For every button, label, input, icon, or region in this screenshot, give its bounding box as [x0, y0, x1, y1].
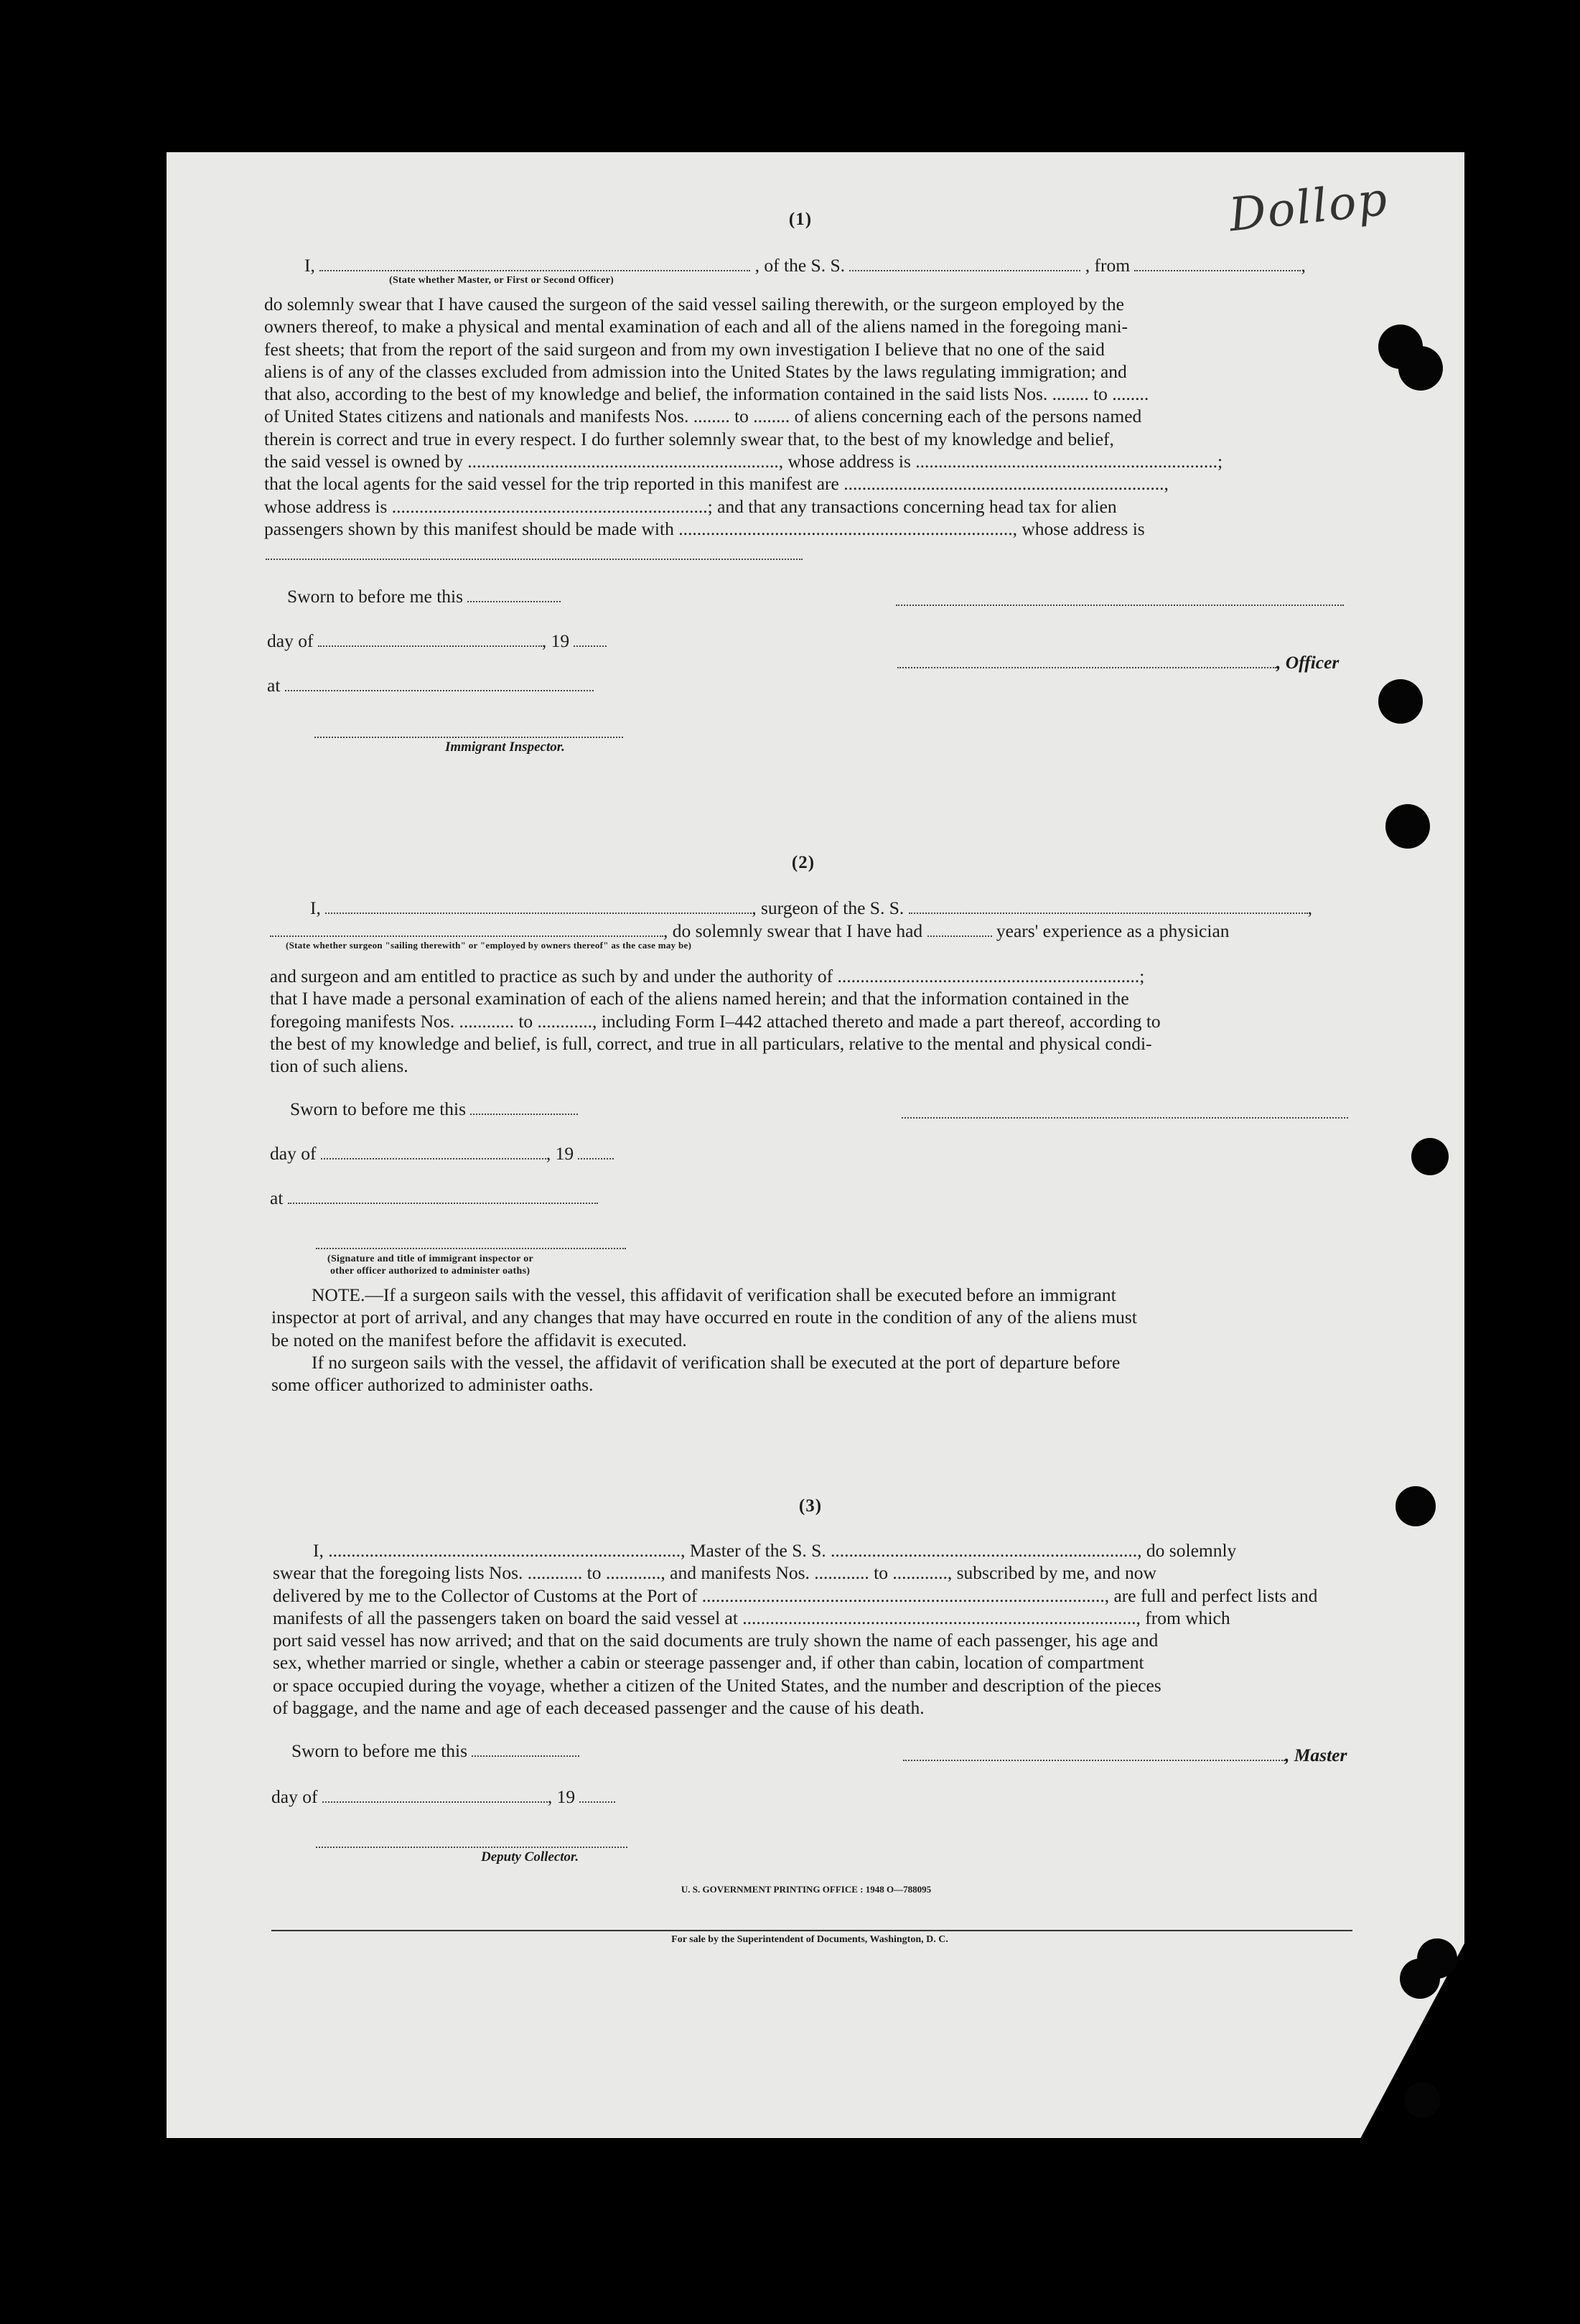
vessel-name-field[interactable]: [849, 256, 1080, 271]
para-line: that also, according to the best of my knowledge and belief, the information contained in the said lists Nos. ........ to ........: [264, 383, 1149, 405]
para-line: of baggage, and the name and age of each deceased passenger and the cause of his death.: [273, 1697, 925, 1719]
day-of-text-3: day of: [271, 1786, 318, 1807]
para-line: owners thereof, to make a physical and mental examination of each and all of the aliens named in the foregoing mani-: [264, 316, 1128, 337]
section-3-paragraph: [273, 1539, 1352, 1719]
month-field-2[interactable]: [321, 1144, 546, 1159]
signature-hint-2: other officer authorized to administer oaths): [330, 1266, 530, 1277]
handwritten-note: Dollop: [1226, 172, 1391, 243]
punch-hole: [1400, 1959, 1440, 1999]
section-2-line-2: [270, 920, 1230, 942]
day-of-text: day of: [267, 630, 314, 651]
section-1-number: (1): [788, 210, 813, 229]
signature-hint-1: (Signature and title of immigrant inspector or: [327, 1254, 534, 1264]
month-field[interactable]: [318, 631, 542, 647]
para-line: sex, whether married or single, whether a cabin or steerage passenger and, if other than cabin, location of compartment: [273, 1652, 1144, 1674]
para-line: manifests of all the passengers taken on board the said vessel at ......................................................................................, from which: [273, 1607, 1230, 1628]
section-2-i: I,: [310, 897, 321, 918]
surgeon-name-field[interactable]: [325, 898, 752, 914]
sworn-text-2: Sworn to before me this: [290, 1098, 467, 1119]
para-line: of United States citizens and nationals and manifests Nos. ........ to ........ of aliens concerning each of the persons named: [264, 406, 1142, 427]
from-port-field[interactable]: [1134, 256, 1301, 271]
inspector-signature-line[interactable]: [314, 737, 623, 738]
note-line: some officer authorized to administer oaths.: [271, 1374, 594, 1396]
year-field[interactable]: [574, 631, 607, 647]
section-1-comma: ,: [1301, 255, 1306, 276]
sworn-text: Sworn to before me this: [287, 586, 464, 607]
surgeon-status-field[interactable]: [270, 921, 663, 937]
para-line: I, ............................................................................., Master of the S. S. ..................................................................., do solemnly: [313, 1540, 1237, 1561]
para-line: whose address is .....................................................................; and that any transactions concerning head tax for alien: [264, 495, 1117, 517]
day-of-line-3: [271, 1786, 615, 1808]
at-place-field[interactable]: [285, 676, 594, 691]
master-signature-line: [903, 1745, 1347, 1766]
section-3-number: (3): [798, 1496, 823, 1516]
para-line: tion of such aliens.: [270, 1055, 408, 1077]
address-line[interactable]: [266, 559, 803, 560]
master-label: , Master: [1285, 1745, 1347, 1765]
para-line: delivered by me to the Collector of Customs at the Port of ........................................................................................, are full and perfect lists and: [273, 1585, 1318, 1606]
officer-signature-field[interactable]: [897, 653, 1276, 668]
note-line: be noted on the manifest before the affidavit is executed.: [271, 1329, 687, 1350]
section-2-paragraph: [270, 965, 1348, 1077]
para-line: do solemnly swear that I have caused the surgeon of the said vessel sailing therewith, or the surgeon employed by the: [264, 294, 1124, 314]
year-text-3: , 19: [547, 1786, 576, 1807]
collector-label: Deputy Collector.: [481, 1849, 579, 1865]
note-line: If no surgeon sails with the vessel, the affidavit of verification shall be executed at the port of departure before: [312, 1351, 1121, 1373]
section-1-paragraph: [264, 293, 1344, 540]
years-field[interactable]: [927, 921, 992, 937]
sworn-text-3: Sworn to before me this: [291, 1740, 468, 1761]
punch-hole: [1378, 679, 1423, 724]
inspector-signature-line-2[interactable]: [316, 1248, 626, 1249]
para-line: foregoing manifests Nos. ............ to ............, including Form I–442 attached thereto and made a part thereof, according to: [270, 1010, 1161, 1032]
sworn-day-field-3[interactable]: [472, 1741, 579, 1757]
for-sale: For sale by the Superintendent of Documents, Washington, D. C.: [671, 1934, 948, 1945]
collector-signature-line[interactable]: [316, 1847, 627, 1848]
note-line: inspector at port of arrival, and any changes that may have occurred en route in the condition of any of the aliens must: [271, 1307, 1137, 1328]
para-line: the best of my knowledge and belief, is full, correct, and true in all particulars, relative to the mental and physical condi-: [270, 1032, 1152, 1054]
at-line: [267, 675, 594, 696]
officer-signature-line: [897, 652, 1339, 673]
section-2-number: (2): [791, 853, 815, 872]
section-1-i: I,: [304, 255, 315, 276]
punch-hole: [1398, 346, 1443, 391]
footer-rule: [271, 1930, 1352, 1931]
note-line: NOTE.—If a surgeon sails with the vessel, this affidavit of verification shall be executed before an immigrant: [312, 1284, 1116, 1305]
sworn-line-3: [291, 1740, 579, 1762]
sworn-day-field[interactable]: [467, 587, 561, 602]
section-1-from: , from: [1085, 255, 1131, 276]
year-text-2: , 19: [546, 1143, 574, 1164]
officer-hint: (State whether Master, or First or Second Officer): [389, 275, 614, 286]
day-of-line: [267, 630, 607, 652]
at-line-2: [270, 1187, 598, 1209]
section-2-line-1: [310, 897, 1312, 919]
surgeon-vessel-field[interactable]: [909, 898, 1308, 914]
sworn-day-field-2[interactable]: [470, 1099, 578, 1115]
month-field-3[interactable]: [322, 1787, 548, 1803]
officer-label: , Officer: [1276, 652, 1340, 673]
master-signature-field[interactable]: [903, 1745, 1285, 1761]
para-line: fest sheets; that from the report of the said surgeon and from my own investigation I believe that no one of the said: [264, 338, 1105, 360]
year-text: , 19: [541, 630, 570, 651]
para-line: and surgeon and am entitled to practice as such by and under the authority of ..................................................................;: [270, 966, 1145, 986]
para-line: or space occupied during the voyage, whether a citizen of the United States, and the number and description of the pieces: [273, 1674, 1161, 1696]
surgeon-signature-line[interactable]: [902, 1117, 1348, 1119]
sworn-line: [287, 586, 561, 607]
punch-hole: [1411, 1138, 1449, 1175]
day-of-text-2: day of: [270, 1143, 317, 1164]
officer-name-field[interactable]: [319, 256, 750, 271]
at-text: at: [267, 675, 281, 696]
para-line: aliens is of any of the classes excluded from admission into the United States by the laws regulating immigration; and: [264, 360, 1127, 382]
years-text: years' experience as a physician: [996, 920, 1230, 941]
inspector-label: Immigrant Inspector.: [445, 739, 565, 755]
at-text-2: at: [270, 1187, 284, 1208]
at-place-field-2[interactable]: [288, 1188, 598, 1204]
day-of-line-2: [270, 1143, 614, 1165]
para-line: port said vessel has now arrived; and that on the said documents are truly shown the name of each passenger, his age and: [273, 1630, 1159, 1651]
para-line: the said vessel is owned by ...................................................................., whose address is ..................................................................;: [264, 451, 1223, 472]
year-field-3[interactable]: [579, 1787, 615, 1803]
para-line: swear that the foregoing lists Nos. ............ to ............, and manifests Nos. ............ to ............, subscribed by me, and now: [273, 1562, 1156, 1584]
section-2-comma: ,: [1307, 897, 1313, 918]
signature-line[interactable]: [896, 605, 1344, 606]
section-1-of-ss: , of the S. S.: [754, 255, 846, 276]
printing-office: U. S. GOVERNMENT PRINTING OFFICE : 1948 O—788095: [681, 1884, 932, 1895]
section-1-line-1: [304, 255, 1306, 276]
para-line: that the local agents for the said vessel for the trip reported in this manifest are ......................................................................,: [264, 473, 1169, 495]
para-line: passengers shown by this manifest should be made with ........................................................................., whose address is: [264, 518, 1145, 539]
surgeon-hint: (State whether surgeon "sailing therewith" or "employed by owners thereof" as the case may be): [286, 940, 692, 951]
para-line: that I have made a personal examination of each of the aliens named herein; and that the information contained in the: [270, 988, 1129, 1009]
swear-text: , do solemnly swear that I have had: [663, 920, 923, 941]
sworn-line-2: [290, 1098, 578, 1120]
year-field-2[interactable]: [578, 1144, 614, 1159]
surgeon-of-ss: , surgeon of the S. S.: [752, 897, 904, 918]
section-2-note: [271, 1284, 1348, 1396]
para-line: therein is correct and true in every respect. I do further solemnly swear that, to the best of my knowledge and belief,: [264, 428, 1114, 449]
punch-hole: [1404, 2082, 1440, 2118]
punch-hole: [1385, 804, 1430, 849]
